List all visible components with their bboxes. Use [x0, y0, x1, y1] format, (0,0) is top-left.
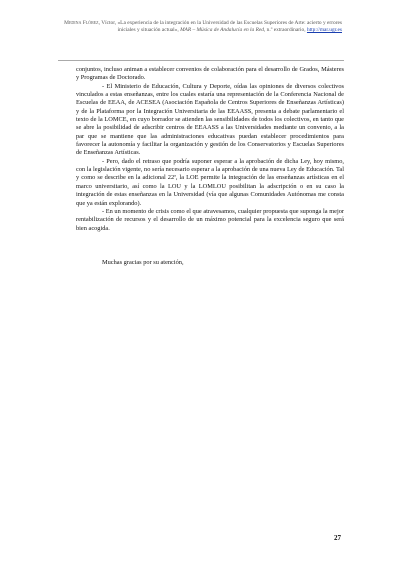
header-citation: , Víctor, «La experiencia de la integración en la Universidad de las Escuelas Superiores de Arte: acierto y errores iniciales y situación actual»,	[98, 20, 342, 34]
paragraph-4: - En un momento de crisis como el que atravesamos, cualquier propuesta que suponga la mejor rentabilización de recursos y el desarrollo de un máximo potencial para la excelencia seguro que será bien acogida.	[76, 207, 344, 232]
header-link[interactable]: http://mar.ugr.es	[306, 27, 342, 34]
paragraph-1: conjuntos, incluso animan a establecer convenios de colaboración para el desarrollo de Grados, Másteres y Programas de Doctorado.	[76, 66, 344, 82]
body-text	[76, 66, 344, 267]
closing-thanks: Muchas gracias por su atención,	[102, 258, 184, 266]
header-divider	[58, 60, 344, 61]
running-header	[52, 20, 342, 34]
header-author: Medina Flórez	[64, 20, 99, 26]
header-journal: MAR – Música de Andalucía en la Red	[180, 27, 264, 34]
header-issue: , n.º extraordinario,	[263, 27, 307, 34]
paragraph-3: - Pero, dado el retraso que podría suponer esperar a la aprobación de dicha Ley, hoy mismo, con la legislación vigente, no sería necesario esperar a la aprobación de una nueva Ley de Educación. Tal y como se describe en la adicional 22ª, la LOE permite la integración de las enseñanzas artísticas en el marco universitario, así como la LOU y la LOMLOU posibilitan la adscripción o en su caso la integración de estas enseñanzas en la Universidad (vía que algunas Comunidades Autónomas me consta que ya están explorando).	[76, 157, 344, 207]
paragraph-2: - El Ministerio de Educación, Cultura y Deporte, oídas las opiniones de diversos colectivos vinculados a estas enseñanzas, entre los cuales estaría una representación de la Conferencia Nacional de Escuelas de EEAA, de ACESEA (Asociación Española de Centros Superiores de Enseñanzas Artísticas) y de la Plataforma por la Integración Universitaria de las EEAASS, presenta a debate parlamentario el texto de la LOMCE, en cuyo borrador se atienden las sensibilidades de todos los colectivos, en tanto que se abre la posibilidad de adscribir centros de EEAASS a las Universidades mediante un convenio, a la par que se mantiene que las administraciones educativas puedan establecer procedimientos para favorecer la autonomía y facilitar la organización y gestión de los Conservatorios y Escuelas Superiores de Enseñanzas Artísticas.	[76, 82, 344, 157]
page-number: 27	[334, 534, 341, 542]
